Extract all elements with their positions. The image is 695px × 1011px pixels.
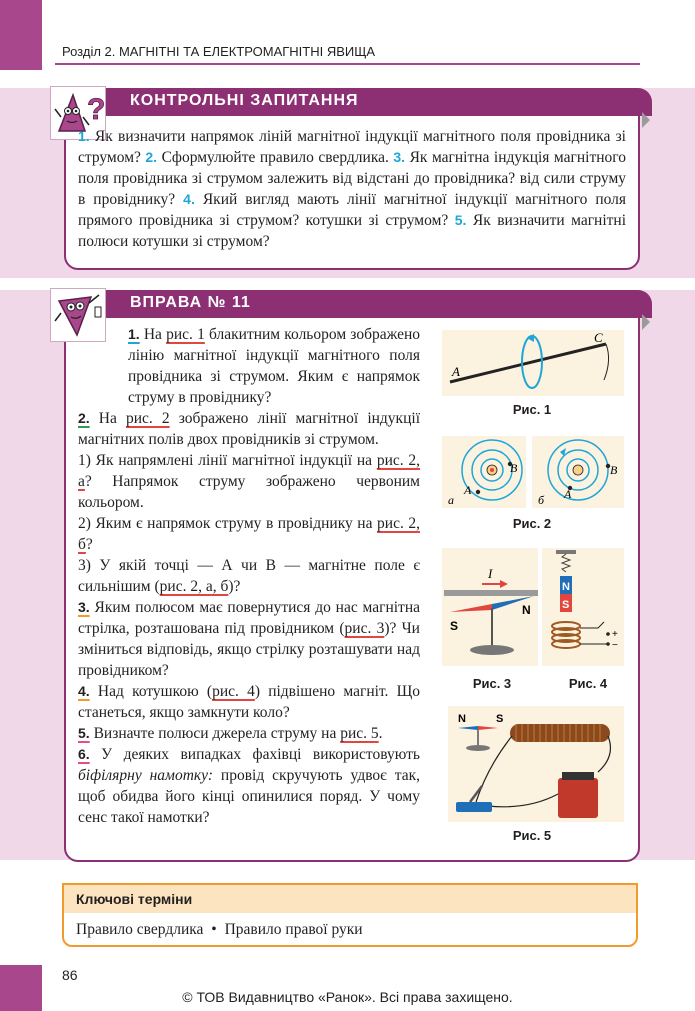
exercise-item-2-1 — [78, 450, 420, 513]
chapter-header: Розділ 2. МАГНІТНІ ТА ЕЛЕКТРОМАГНІТНІ ЯВИЩА — [62, 44, 376, 59]
exercise-number: 6. — [78, 746, 90, 762]
questions-header-arrow — [642, 112, 650, 128]
exercise-text-part: )? Чи зміниться відповідь, якщо стрілку розташувати над провідником? — [78, 620, 420, 679]
copyright: © ТОВ Видавництво «Ранок». Всі права захищено. — [182, 989, 513, 1005]
key-terms-box — [62, 883, 638, 947]
fig3-label-s: S — [450, 619, 459, 633]
figure-reference: рис. 1 — [166, 326, 205, 343]
key-term: Правило свердлика — [76, 921, 204, 938]
figure-1-caption: Рис. 1 — [512, 402, 552, 417]
exercise-header-arrow — [642, 314, 650, 330]
question-text: Як визначити напрямок ліній магнітної індукції магнітного поля провідника зі струмом? — [78, 128, 626, 166]
exercise-number: 2. — [78, 410, 90, 426]
exercise-text-part: )? — [228, 578, 241, 595]
fig2b-label: б — [538, 493, 545, 507]
fig2b-point-b: B — [610, 463, 618, 477]
exercise-text-part: блакитним кольором зображено лінію магнітної індукції магнітного поля провідника зі струмом. Яким є напрямок струму в провіднику? — [128, 326, 421, 406]
fig2b-point-a: A — [564, 487, 572, 501]
exercise-text-part: . — [378, 725, 383, 742]
key-term-separator: • — [211, 921, 217, 938]
exercise-item-1 — [78, 324, 420, 408]
left-color-bar — [0, 0, 42, 70]
figure-reference: рис. 4 — [212, 683, 255, 700]
questions-text — [78, 126, 626, 252]
exercise-text-part: зображено лінії магнітної індукції магнітних полів двох провідників зі струмом. — [78, 410, 420, 448]
question-text: Який вигляд мають лінії магнітної індукції магнітного поля прямого провідника зі струмом? котушки зі струмом? — [78, 191, 627, 229]
exercise-item-2 — [78, 408, 420, 450]
exercise-header — [64, 290, 652, 318]
fig4-minus: − — [612, 640, 618, 651]
question-number: 3. — [393, 149, 406, 165]
figure-2b — [532, 436, 624, 508]
key-terms-title: Ключові терміни — [76, 891, 193, 907]
question-number: 4. — [183, 191, 195, 207]
exercise-item-5 — [78, 723, 420, 744]
exercise-title: ВПРАВА № 11 — [130, 294, 251, 311]
exercise-number: 3. — [78, 599, 90, 615]
questions-header — [64, 88, 652, 116]
exercise-text-part: Над котушкою ( — [97, 683, 213, 700]
exercise-text-part: На — [98, 410, 117, 427]
figure-reference: рис. 3 — [344, 620, 385, 637]
key-term: Правило правої руки — [224, 921, 363, 938]
exercise-text-part: ) підвішено магніт. Що станеться, якщо замкнути коло? — [78, 683, 420, 721]
figure-reference: рис. 2, а, б — [159, 578, 229, 595]
fig1-label-c: C — [594, 330, 603, 345]
term-italic: біфілярну намотку: — [78, 767, 213, 784]
exercise-text-part: 3) У якій точці — А чи В — магнітне поле є сильнішим ( — [78, 557, 420, 595]
exercise-item-6 — [78, 744, 420, 828]
figure-5 — [448, 706, 624, 822]
figure-2-caption: Рис. 2 — [512, 516, 552, 531]
figure-reference: рис. 5 — [340, 725, 379, 742]
exercise-text-part: ? Напрямок струму зображено червоним кольором. — [78, 473, 420, 511]
exercise-text-part: Яким полюсом має повернутися до нас магнітна стрілка, розташована під провідником ( — [78, 599, 421, 637]
figure-reference: рис. 2 — [125, 410, 170, 427]
figure-reference: рис. 2, б — [78, 515, 420, 553]
fig4-label-s: S — [562, 599, 570, 611]
exercise-text — [78, 324, 420, 828]
questions-title: КОНТРОЛЬНІ ЗАПИТАННЯ — [130, 92, 359, 109]
figure-3-caption: Рис. 3 — [472, 676, 512, 691]
question-number: 5. — [454, 212, 467, 228]
question-text: Як визначити магнітні полюси котушки зі струмом? — [78, 212, 627, 250]
exercise-text-part: ? — [85, 536, 93, 553]
exercise-text-part: 1) Як напрямлені лінії магнітної індукції на — [78, 452, 373, 469]
figure-4 — [542, 548, 624, 666]
question-number: 2. — [145, 149, 158, 165]
exercise-text-part: На — [143, 326, 162, 343]
figure-1 — [442, 330, 624, 396]
exercise-number: 5. — [78, 725, 90, 741]
question-text: Сформулюйте правило свердлика. — [161, 149, 389, 166]
fig5-label-n: N — [458, 713, 466, 725]
exercise-text-part: 2) Яким є напрямок струму в провіднику на — [78, 515, 373, 532]
question-text: Як магнітна індукція магнітного поля провідника зі струмом залежить від відстані до провідника? від сили струму в провіднику? — [78, 149, 627, 208]
figure-3 — [442, 548, 538, 666]
exercise-item-2-2 — [78, 513, 420, 555]
fig5-label-s: S — [496, 713, 504, 725]
fig2a-label: а — [448, 493, 454, 507]
exercise-text-part: Визначте полюси джерела струму на — [93, 725, 337, 742]
exercise-item-4 — [78, 681, 420, 723]
fig4-label-n: N — [562, 581, 570, 593]
figure-reference: рис. 2, а — [78, 452, 421, 490]
exercise-item-3 — [78, 597, 420, 681]
exercise-text-part: провід скручують удвоє так, щоб обидва його кінці опинилися поряд. У чому сенс такої намотки? — [78, 767, 420, 826]
fig3-label-i: I — [488, 566, 493, 581]
figure-2a — [442, 436, 526, 508]
question-number: 1. — [78, 128, 90, 144]
exercise-item-2-3 — [78, 555, 420, 597]
fig4-plus: + — [612, 629, 618, 640]
svg-text:?: ? — [87, 93, 105, 126]
figure-4-caption: Рис. 4 — [568, 676, 608, 691]
header-divider — [55, 63, 640, 65]
figure-5-caption: Рис. 5 — [512, 828, 552, 843]
fig1-label-a: A — [452, 364, 460, 379]
fig2a-point-a: A — [464, 483, 472, 497]
exercise-text-part: У деяких випадках фахівці використовують — [101, 746, 420, 763]
fig2a-point-b: B — [510, 461, 518, 475]
key-terms-list — [76, 921, 363, 939]
page-number: 86 — [62, 967, 78, 983]
exercise-number: 1. — [128, 326, 140, 342]
fig3-label-n: N — [522, 603, 531, 617]
exercise-number: 4. — [78, 683, 90, 699]
